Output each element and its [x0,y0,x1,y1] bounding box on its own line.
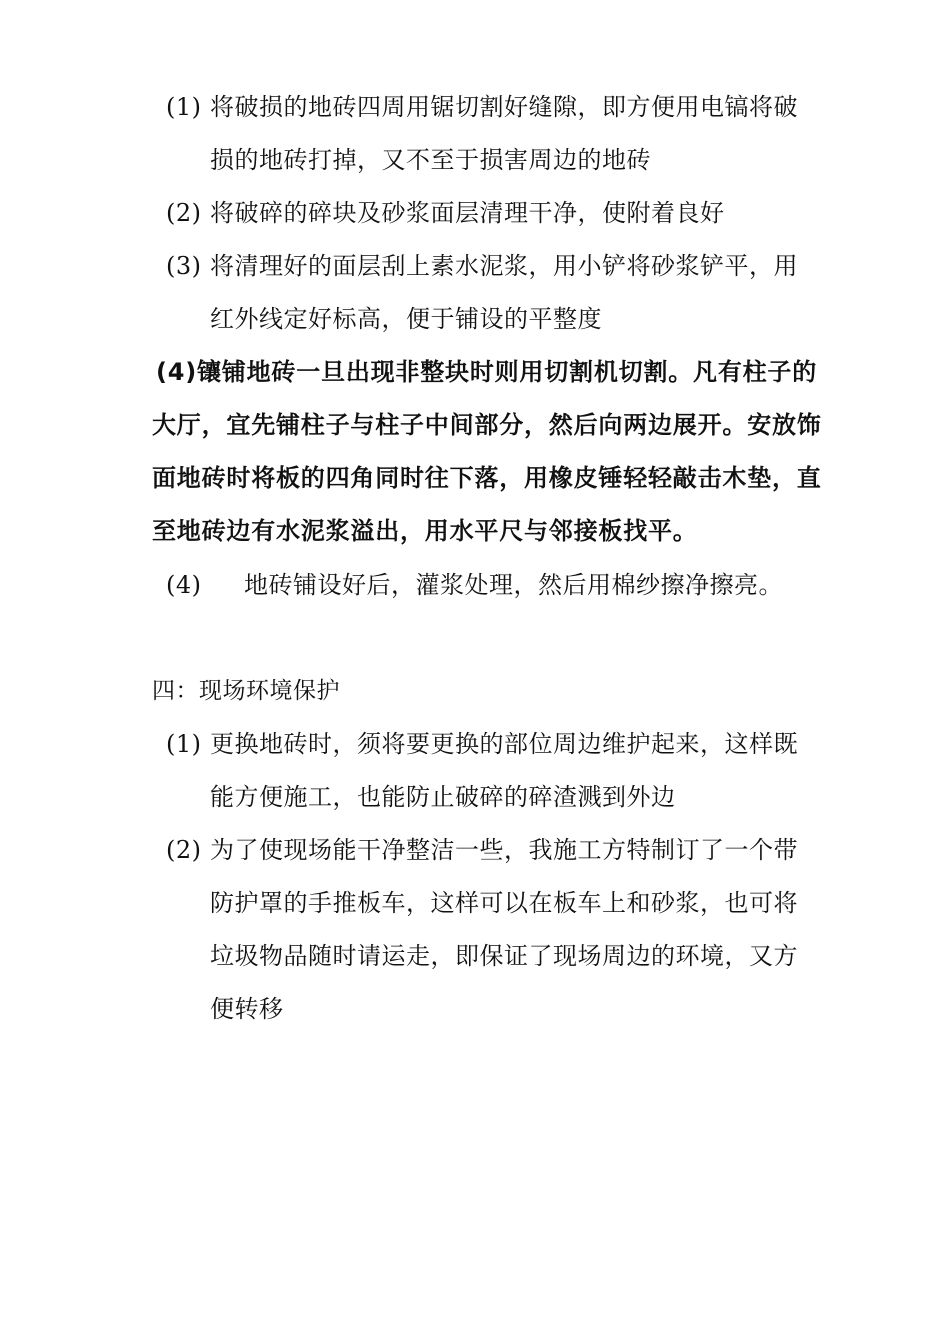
env-item-1-line-2: 能方便施工，也能防止破碎的碎渣溅到外边 [210,783,676,811]
list-text: 地砖铺设好后，灌浆处理，然后用棉纱擦净擦亮。 [244,571,783,599]
section-heading: 四：现场环境保护 [152,678,340,704]
list-text: 更换地砖时，须将要更换的部位周边维护起来，这样既 [210,730,798,758]
list-text: 为了使现场能干净整洁一些，我施工方特制订了一个带 [210,836,798,864]
list-text: 将清理好的面层刮上素水泥浆，用小铲将砂浆铲平，用 [210,252,798,280]
paragraph-4-line-3: 面地砖时将板的四角同时往下落，用橡皮锤轻轻敲击木垫，直 [152,464,822,492]
list-item-1-line-2: 损的地砖打掉，又不至于损害周边的地砖 [210,146,651,174]
list-item-2-line-1 [166,198,725,228]
list-number: (2) [166,836,202,864]
list-number: (1) [166,730,202,758]
list-number: (1) [166,93,202,121]
list-number: (3) [166,252,202,280]
paragraph-4-line-2: 大厅，宜先铺柱子与柱子中间部分，然后向两边展开。安放饰 [152,411,822,439]
env-item-2-line-3: 垃圾物品随时请运走，即保证了现场周边的环境，又方 [210,942,798,970]
env-item-2-line-4: 便转移 [210,995,284,1023]
paragraph-4-line-1: (4)镶铺地砖一旦出现非整块时则用切割机切割。凡有柱子的 [156,358,818,386]
list-text: 将破损的地砖四周用锯切割好缝隙，即方便用电镐将破 [210,93,798,121]
list-number: (2) [166,199,202,227]
env-item-1-line-1 [166,729,798,759]
list-text: 将破碎的碎块及砂浆面层清理干净，使附着良好 [210,199,725,227]
list-item-5-line-1 [166,570,783,600]
list-item-1-line-1 [166,92,798,122]
env-item-2-line-1 [166,835,798,865]
list-item-3-line-2: 红外线定好标高，便于铺设的平整度 [210,305,602,333]
list-item-3-line-1 [166,251,798,281]
paragraph-4-line-4: 至地砖边有水泥浆溢出，用水平尺与邻接板找平。 [152,517,698,545]
env-item-2-line-2: 防护罩的手推板车，这样可以在板车上和砂浆，也可将 [210,889,798,917]
list-number: (4) [166,571,202,599]
